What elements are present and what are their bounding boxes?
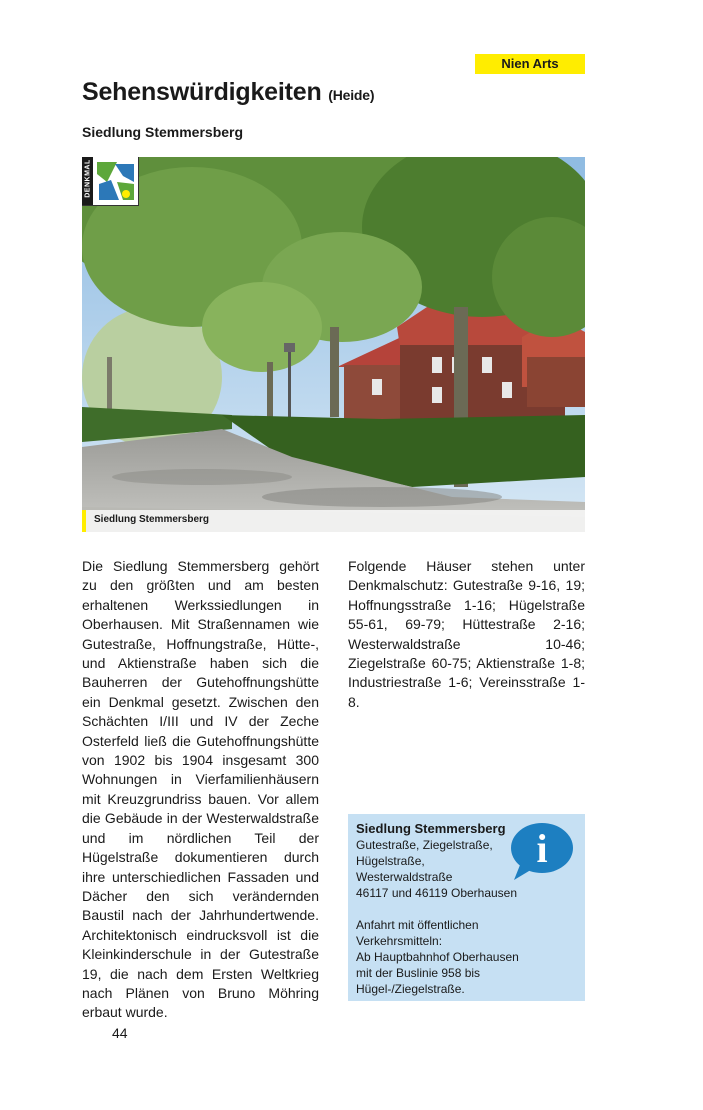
info-transport-line: mit der Buslinie 958 bis <box>356 966 481 980</box>
info-address-line: 46117 und 46119 Oberhausen <box>356 886 518 900</box>
section-title: Siedlung Stemmersberg <box>82 124 244 140</box>
body-text-column-2: Folgende Häuser stehen unter Denkmalschutz: Gutestraße 9-16, 19; Hoffnungsstraße 1-16; Hügelstraße 55-61, 69-79; Hüttestraße 2-16; Westerwaldstraße 10-46; Ziegelstraße 60-75; Aktienstraße 1-8; Industriestraße 1-6; Vereinsstraße 1-8. <box>348 558 585 710</box>
info-address-line: Hügelstraße, <box>356 854 425 868</box>
info-transport-line: Verkehrsmitteln: <box>356 934 443 948</box>
category-tag: Nien Arts <box>475 54 585 74</box>
page-title <box>82 78 374 107</box>
body-text-column-1: Die Siedlung Stemmersberg gehört zu den größten und am besten erhaltenen Werkssiedlungen in Oberhausen. Mit Straßennamen wie Gutestraße, Hoffnungstraße, Hütte-, und Aktienstraße haben sich die Bauherren der Gutehoffnungshütte ein Denkmal gesetzt. Zwischen den Schächten I/III und IV der Zeche Osterfeld ließ die Gutehoffnungshütte von 1902 bis 1904 insgesamt 300 Wohnungen in Vierfamilienhäusern mit Kreuzgrundriss bauen. Vor allem die Gebäude in der Westerwaldstraße und im nördlichen Teil der Hügelstraße dokumentieren durch ihre unterschiedlichen Fassaden und Dächer den sich verändernden Baustil nach der Jahrhundertwende. Architektonisch eindrucksvoll ist die Kleinkinderschule in der Gutestraße 19, die nach dem Ersten Weltkrieg nach Plänen von Bruno Möhring erbaut wurde. <box>82 558 319 1021</box>
info-transport-line: Hügel-/Ziegelstraße. <box>356 982 465 996</box>
info-box-content <box>356 821 581 997</box>
photo-caption-text: Siedlung Stemmersberg <box>94 514 210 525</box>
denkmal-badge-text: DENKMAL <box>84 159 92 198</box>
page-title-text: Sehenswürdigkeiten <box>82 78 322 106</box>
page-number: 44 <box>112 1025 128 1041</box>
settlement-photo <box>82 157 585 532</box>
monument-logo-icon <box>95 160 136 202</box>
info-title: Siedlung Stemmersberg <box>356 821 506 836</box>
caption-accent-bar <box>82 510 86 532</box>
page-title-district: (Heide) <box>328 87 375 103</box>
info-transport-line: Ab Hauptbahnhof Oberhausen <box>356 950 519 964</box>
street-scene-illustration <box>82 157 585 532</box>
denkmal-badge-strip <box>82 157 93 205</box>
info-address-line: Westerwaldstraße <box>356 870 453 884</box>
info-transport-line: Anfahrt mit öffentlichen <box>356 918 479 932</box>
info-box <box>348 814 585 1001</box>
info-address-line: Gutestraße, Ziegelstraße, <box>356 838 493 852</box>
denkmal-badge <box>82 157 139 206</box>
photo-caption <box>82 510 585 532</box>
info-icon-letter: i <box>536 826 548 871</box>
